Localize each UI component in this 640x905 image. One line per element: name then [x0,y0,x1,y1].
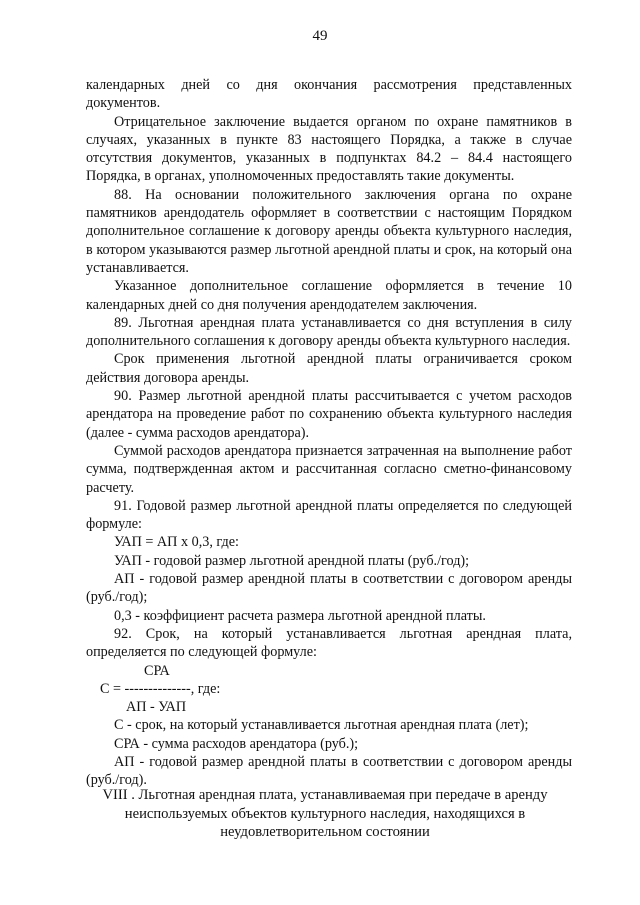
section-heading: VIII . Льготная арендная плата, устанавливаемая при передаче в аренду неиспользуемых объектов культурного наследия, находящихся в неудовлетворительном состоянии [102,787,548,840]
paragraph: Отрицательное заключение выдается органом по охране памятников в случаях, указанных в пункте 83 настоящего Порядка, а также в случае отсутствия документов, указанных в подпунктах 84.2 – 84.4 настоящего Порядка, в органах, уполномоченных предоставлять такие документы. [86,113,572,185]
paragraph: 89. Льготная арендная плата устанавливается со дня вступления в силу дополнительного соглашения к договору аренды объекта культурного наследия. [86,314,572,350]
paragraph: Суммой расходов арендатора признается затраченная на выполнение работ сумма, подтвержденная актом и рассчитанная согласно сметно-финансовому расчету. [86,442,572,496]
paragraph: Срок применения льготной арендной платы ограничивается сроком действия договора аренды. [86,351,572,386]
definition-coefficient: 0,3 - коэффициент расчета размера льготной арендной платы. [114,607,486,624]
definition-cra: СРА - сумма расходов арендатора (руб.); [114,735,359,752]
paragraph: Указанное дополнительное соглашение оформляется в течение 10 календарных дней со дня получения арендодателем заключения. [86,278,572,313]
paragraph: 92. Срок, на который устанавливается льготная арендная плата, определяется по следующей формуле: [86,625,572,661]
paragraph: календарных дней со дня окончания рассмотрения представленных документов. [86,77,572,112]
formula-denominator: АП - УАП [126,699,187,716]
term-formula [86,662,572,717]
definition-ap: АП - годовой размер арендной платы в соответствии с договором аренды (руб./год); [86,571,572,606]
paragraph: 88. На основании положительного заключения органа по охране памятников арендодатель оформляет в соответствии с настоящим Порядком дополнительное соглашение к договору аренды объекта культурного наследия, в котором указываются размер льготной арендной платы и срок, на который она устанавливается. [86,186,572,276]
paragraph: 90. Размер льготной арендной платы рассчитывается с учетом расходов арендатора на проведение работ по сохранению объекта культурного наследия (далее - сумма расходов арендатора). [86,388,572,441]
document-body [86,76,572,790]
definition-ap-annual: АП - годовой размер арендной платы в соответствии с договором аренды (руб./год). [86,753,572,789]
definition-term: С - срок, на который устанавливается льготная арендная плата (лет); [114,717,529,734]
paragraph: 91. Годовой размер льготной арендной платы определяется по следующей формуле: [86,497,572,533]
definition-uap: УАП - годовой размер льготной арендной платы (руб./год); [114,552,470,569]
formula-numerator: СРА [144,662,170,679]
page-number: 49 [312,28,328,44]
formula-lhs: С = --------------, где: [100,680,221,697]
formula-uap: УАП = АП х 0,3, где: [114,534,239,551]
